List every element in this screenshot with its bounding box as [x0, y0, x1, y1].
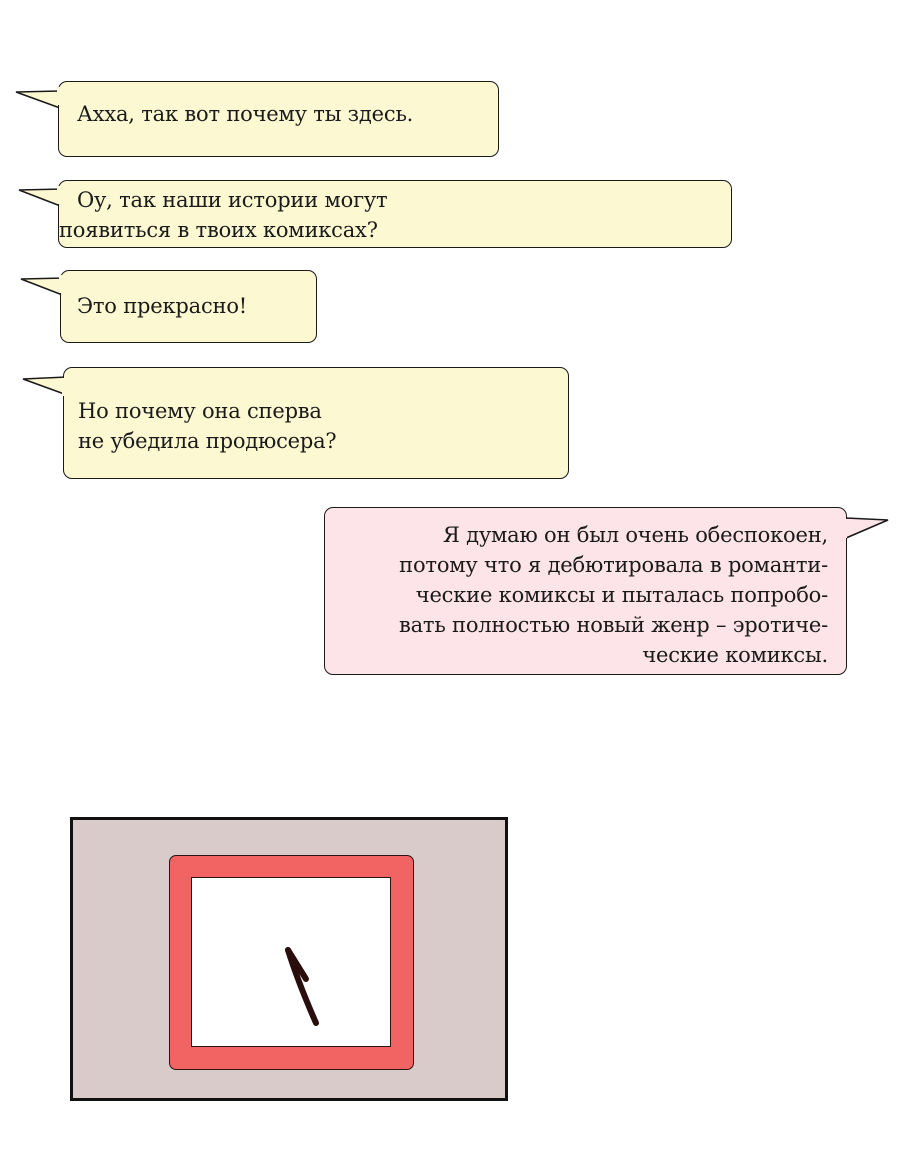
- picture-frame: [169, 855, 414, 1070]
- speech-tail: [840, 514, 850, 544]
- bubble-line: появиться в твоих комиксах?: [59, 218, 378, 242]
- bubble-line: ческие комиксы и пыталась попробо-: [415, 583, 828, 607]
- bubble-line: вать полностью новый женр – эротиче-: [398, 613, 828, 637]
- bubble-line: Но почему она сперва: [78, 399, 322, 423]
- bubble-line: не убедила продюсера?: [78, 429, 337, 453]
- speech-tail: [54, 82, 64, 112]
- hand-drawn-stroke-icon: [192, 878, 392, 1048]
- bubble-line: Ахха, так вот почему ты здесь.: [77, 102, 414, 126]
- bubble-line: потому что я дебютировала в романти-: [399, 553, 828, 577]
- bubble-line: Оу, так наши истории могут: [77, 188, 388, 212]
- bubble-line: Я думаю он был очень обеспокоен,: [442, 523, 828, 547]
- speech-bubble-4: [63, 367, 569, 479]
- speech-bubble-5: [324, 507, 847, 675]
- speech-bubble-3: [60, 270, 317, 343]
- bubble-line: Это прекрасно!: [77, 294, 247, 318]
- speech-tail: [56, 270, 66, 300]
- speech-tail: [59, 373, 69, 403]
- frame-canvas: [191, 877, 391, 1047]
- bubble-line: ческие комиксы.: [642, 643, 828, 667]
- speech-bubble-2: [58, 180, 732, 248]
- speech-tail: [54, 181, 64, 211]
- speech-bubble-1: [58, 81, 499, 157]
- comic-panel: [70, 817, 508, 1101]
